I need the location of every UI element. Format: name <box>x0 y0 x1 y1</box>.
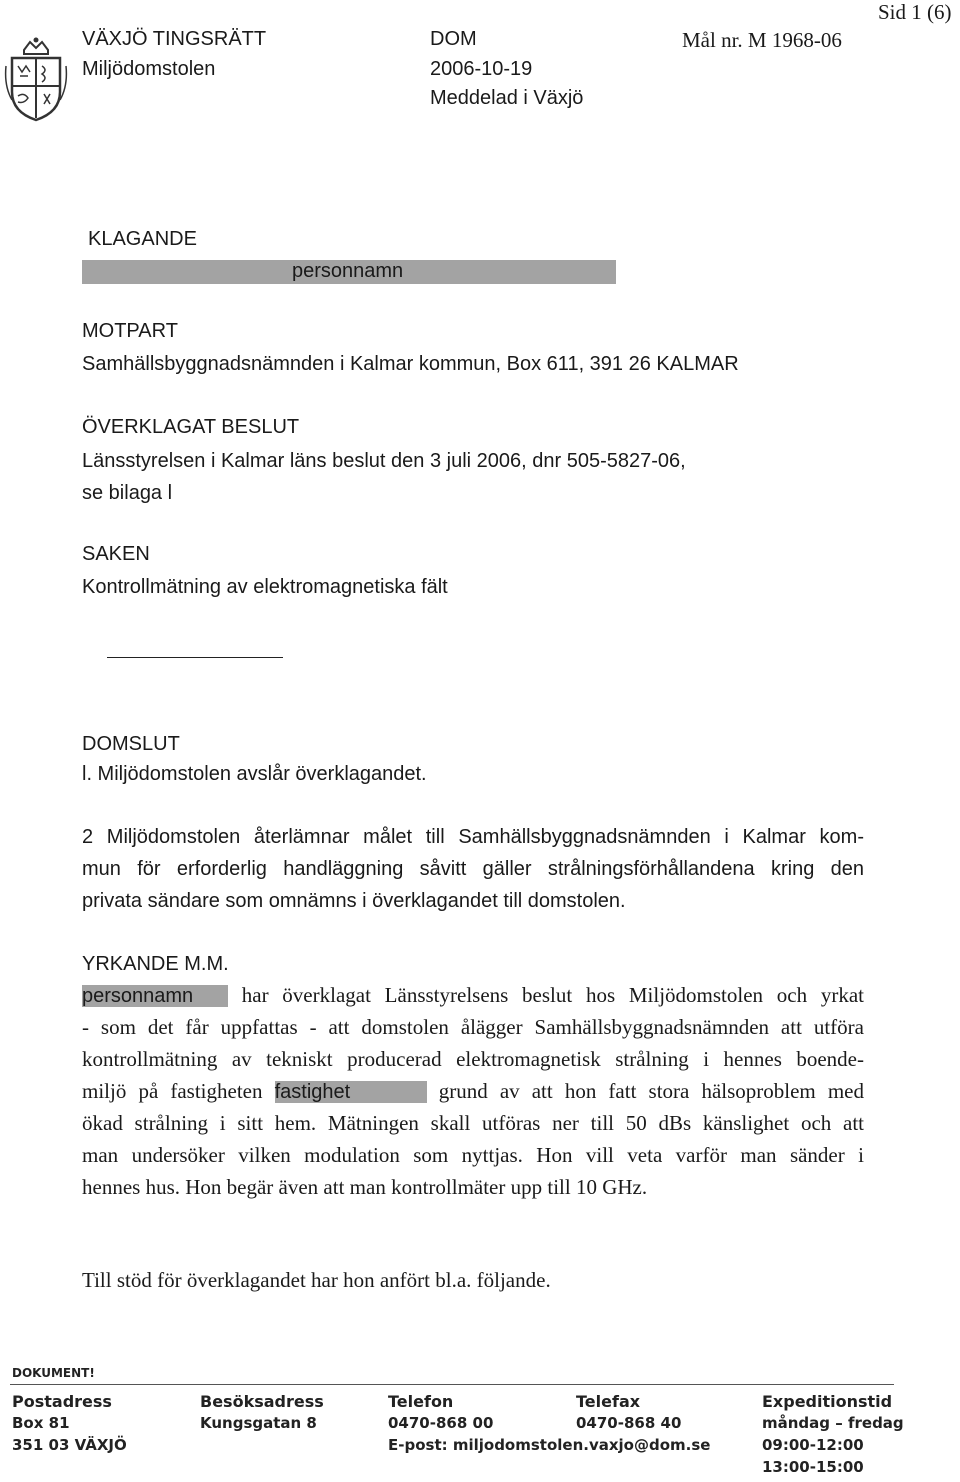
footer-expeditionstid-line-1: måndag – fredag <box>762 1414 904 1432</box>
yrkande-line-4-start: miljö på fastigheten <box>82 1079 263 1103</box>
footer <box>0 1360 960 1482</box>
section-divider <box>107 657 283 658</box>
footer-postadress-label: Postadress <box>12 1392 112 1411</box>
case-number: Mål nr. M 1968-06 <box>682 28 842 52</box>
document-type: DOM <box>430 28 477 50</box>
yrkande-line-4-end: grund av att hon fatt stora hälsoproblem med <box>438 1079 865 1103</box>
department: Miljödomstolen <box>82 58 216 80</box>
yrkande-line-3: kontrollmätning av tekniskt producerad elektromagnetisk strålning i hennes boende- <box>82 1047 864 1071</box>
footer-postadress-line-2: 351 03 VÄXJÖ <box>12 1436 127 1454</box>
court-name: VÄXJÖ TINGSRÄTT <box>82 28 267 50</box>
domslut-item-1: l. Miljödomstolen avslår överklagandet. <box>82 763 427 785</box>
saken-heading: SAKEN <box>82 543 150 565</box>
domslut-heading: DOMSLUT <box>82 733 180 755</box>
footer-besoksadress-line-1: Kungsgatan 8 <box>200 1414 317 1432</box>
footer-rule <box>10 1384 894 1385</box>
yrkande-line-1-rest: har överklagat Länsstyrelsens beslut hos Miljödomstolen och yrkat <box>241 983 865 1007</box>
klagande-redacted-name: personnamn <box>292 260 404 282</box>
overklagat-line-2: se bilaga l <box>82 482 173 504</box>
footer-besoksadress-label: Besöksadress <box>200 1392 324 1411</box>
footer-telefon-label: Telefon <box>388 1392 454 1411</box>
footer-telefax-line-1: 0470-868 40 <box>576 1414 682 1432</box>
footer-telefax-label: Telefax <box>576 1392 641 1411</box>
page-indicator: Sid 1 (6) <box>878 0 952 24</box>
issued-place: Meddelad i Växjö <box>430 87 584 109</box>
domslut-item-2-line-1: 2 Miljödomstolen återlämnar målet till Samhällsbyggnadsnämnden i Kalmar kom- <box>82 826 864 848</box>
court-seal-logo <box>4 36 68 131</box>
overklagat-line-1: Länsstyrelsen i Kalmar läns beslut den 3 juli 2006, dnr 505-5827-06, <box>82 450 686 472</box>
klagande-heading: KLAGANDE <box>88 228 197 250</box>
footer-expeditionstid-line-3: 13:00-15:00 <box>762 1458 864 1476</box>
klagande-redaction <box>82 260 616 284</box>
saken-text: Kontrollmätning av elektromagnetiska fält <box>82 576 448 598</box>
domslut-item-2-line-3: privata sändare som omnämns i överklagandet till domstolen. <box>82 890 626 912</box>
yrkande-heading: YRKANDE M.M. <box>82 953 229 975</box>
decision-date: 2006-10-19 <box>430 58 533 80</box>
yrkande-redacted-person: personnamn <box>82 985 228 1007</box>
footer-email[interactable]: E-post: miljodomstolen.vaxjo@dom.se <box>388 1436 711 1454</box>
domslut-item-2-line-2: mun för erforderlig handläggning såvitt gäller strålningsförhållandena kring den <box>82 858 864 880</box>
yrkande-redacted-property: fastighet <box>275 1081 427 1103</box>
footer-doc-label: DOKUMENT! <box>12 1366 95 1380</box>
yrkande-line-4 <box>82 1079 864 1104</box>
support-statement: Till stöd för överklagandet har hon anfört bl.a. följande. <box>82 1268 551 1292</box>
yrkande-line-7: hennes hus. Hon begär även att man kontrollmäter upp till 10 GHz. <box>82 1175 648 1199</box>
yrkande-line-1 <box>82 983 864 1008</box>
yrkande-line-5: ökad strålning i sitt hem. Mätningen skall utföras ner till 50 dBs känslighet och att <box>82 1111 864 1135</box>
footer-telefon-line-1: 0470-868 00 <box>388 1414 494 1432</box>
motpart-heading: MOTPART <box>82 320 178 342</box>
yrkande-line-6: man undersöker vilken modulation som nyttjas. Hon vill veta varför man sänder i <box>82 1143 864 1167</box>
motpart-text: Samhällsbyggnadsnämnden i Kalmar kommun, Box 611, 391 26 KALMAR <box>82 353 739 375</box>
footer-expeditionstid-line-2: 09:00-12:00 <box>762 1436 864 1454</box>
yrkande-line-2: - som det får uppfattas - att domstolen ålägger Samhällsbyggnadsnämnden att utföra <box>82 1015 864 1039</box>
footer-postadress-line-1: Box 81 <box>12 1414 70 1432</box>
overklagat-heading: ÖVERKLAGAT BESLUT <box>82 416 300 438</box>
footer-expeditionstid-label: Expeditionstid <box>762 1392 893 1411</box>
